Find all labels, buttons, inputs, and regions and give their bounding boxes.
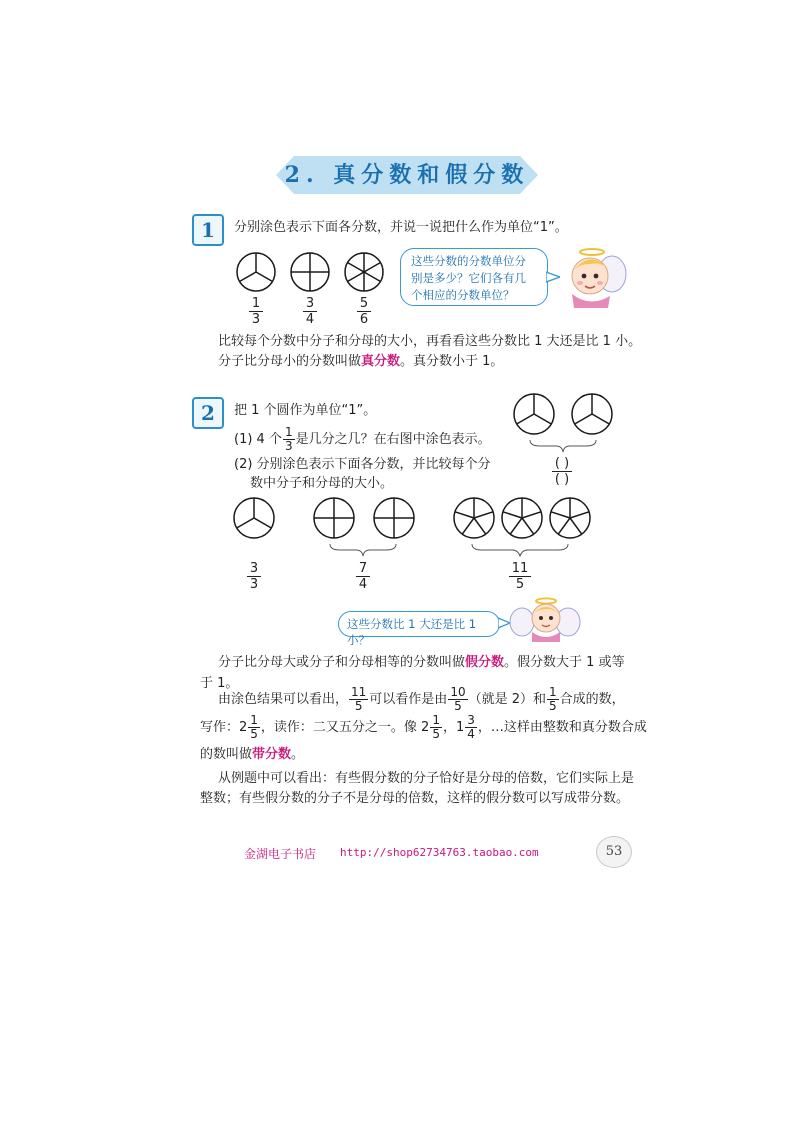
example-2-question-2-line-2: 数中分子和分母的大小。: [250, 476, 394, 491]
circle-sixths: [345, 253, 383, 291]
text-span: （就是 2）和: [468, 692, 546, 707]
example-2-right-circles: [506, 390, 618, 458]
numerator: 7: [356, 561, 370, 577]
text-span: 分子比分母小的分数叫做: [218, 354, 362, 369]
text-span: (1) 4 个: [234, 432, 282, 447]
denominator-blank: ( ): [554, 472, 570, 487]
numerator: 3: [247, 561, 261, 577]
numerator: 10: [450, 685, 466, 699]
circle-thirds: [514, 394, 554, 434]
example-1-number: 1: [192, 214, 224, 246]
term-mixed-number: 带分数: [252, 747, 292, 762]
summary-line-4: [200, 714, 647, 742]
denominator: 4: [467, 727, 475, 741]
fraction-10-5-inline: [448, 686, 467, 713]
text-span: ，读作：二又五分之一。像 2: [260, 720, 430, 735]
denominator: 5: [432, 727, 440, 741]
fraction-1-5-inline: [547, 686, 559, 713]
example-2-instruction: 把 1 个圆作为单位“1”。: [234, 403, 377, 418]
numerator: 3: [303, 296, 317, 312]
example-2-question-1: [234, 426, 491, 453]
term-improper-fraction: 假分数: [465, 655, 505, 670]
speech-bubble-2: 这些分数比 1 大还是比 1 小？: [338, 611, 500, 637]
example-2-number: 2: [192, 397, 224, 429]
numerator: 1: [249, 296, 263, 312]
fraction-11-5: [505, 561, 535, 592]
term-proper-fraction: 真分数: [361, 354, 401, 369]
fraction-11-5-inline: [349, 686, 368, 713]
text-span: 分子比分母大或分子和分母相等的分数叫做: [218, 655, 466, 670]
circle-quarters: [314, 498, 354, 538]
circle-quarters: [291, 253, 329, 291]
page-title: 2. 真分数和假分数: [284, 162, 530, 188]
text-span: 。真分数小于 1。: [400, 354, 504, 369]
bubble-line: 个相应的分数单位？: [411, 288, 515, 302]
fraction-1-3: [241, 296, 271, 327]
denominator: 3: [251, 312, 261, 327]
summary-line-5: [200, 746, 304, 764]
circle-thirds: [237, 253, 275, 291]
circle-thirds: [234, 498, 274, 538]
example-1-instruction: 分别涂色表示下面各分数，并说一说把什么作为单位“1”。: [234, 220, 568, 235]
summary-line-7: 整数；有些假分数的分子不是分母的倍数，这样的假分数可以写成带分数。: [200, 791, 630, 806]
text-span: 合成的数，: [559, 692, 625, 707]
example-1-circles: [232, 248, 392, 296]
denominator: 5: [250, 727, 258, 741]
text-span: 由涂色结果可以看出，: [218, 692, 349, 707]
numerator: 1: [284, 425, 293, 439]
footer-shop-name: 金湖电子书店: [244, 847, 317, 861]
circle-fifths: [550, 498, 590, 538]
footer-url-link[interactable]: http://shop62734763.taobao.com: [340, 846, 539, 859]
text-span: 是几分之几？在右图中涂色表示。: [295, 432, 491, 447]
numerator: 1: [432, 713, 440, 727]
speech-bubble-1: [400, 248, 548, 306]
summary-line-6: 从例题中可以看出：有些假分数的分子恰好是分母的倍数，它们实际上是: [218, 771, 635, 786]
text-span: 。假分数大于 1 或等: [504, 655, 625, 670]
example-2-question-2-line-1: (2) 分别涂色表示下面各分数，并比较每个分: [234, 457, 491, 472]
fraction-7-4: [348, 561, 378, 592]
text-span: 的数叫做: [200, 747, 253, 762]
fraction-3-4: [295, 296, 325, 327]
summary-line-2: 于 1。: [200, 676, 239, 691]
numerator: 11: [509, 561, 532, 577]
fraction-1-5-inline: [248, 714, 260, 741]
fraction-3-3: [239, 561, 269, 592]
circle-fifths: [502, 498, 542, 538]
fraction-3-4-inline: [465, 714, 477, 741]
bubble-line: 别是多少？它们各有几: [411, 271, 526, 285]
text-span: 写作：2: [200, 720, 248, 735]
circle-quarters: [374, 498, 414, 538]
angel-character-icon: [508, 596, 584, 644]
denominator: 3: [249, 577, 259, 592]
denominator: 5: [549, 699, 557, 713]
numerator: 1: [250, 713, 258, 727]
numerator: 3: [467, 713, 475, 727]
fraction-5-6: [349, 296, 379, 327]
page-number: 53: [596, 836, 632, 868]
text-span: 可以看作是由: [369, 692, 448, 707]
denominator: 5: [454, 699, 462, 713]
numerator: 5: [357, 296, 371, 312]
denominator: 3: [284, 439, 293, 453]
text-span: 。: [291, 747, 305, 762]
example-1-para-line-2: [218, 353, 503, 371]
text-span: ，…这样由整数和真分数合成: [477, 720, 647, 735]
bubble-line: 这些分数的分数单位分: [411, 254, 526, 268]
fraction-1-3-inline: [283, 426, 295, 453]
denominator: 4: [358, 577, 368, 592]
denominator: 4: [305, 312, 315, 327]
denominator: 5: [354, 699, 363, 713]
circle-thirds: [572, 394, 612, 434]
circle-fifths: [454, 498, 494, 538]
denominator: 6: [359, 312, 369, 327]
summary-line-3: [218, 686, 625, 714]
angel-character-icon: [556, 246, 628, 312]
numerator-blank: ( ): [552, 456, 572, 472]
numerator: 1: [549, 685, 557, 699]
example-2-circles-row: [228, 494, 596, 558]
text-span: ，1: [442, 720, 465, 735]
summary-line-1: [218, 654, 625, 672]
fraction-1-5-inline: [430, 714, 442, 741]
example-1-para-line-1: 比较每个分数中分子和分母的大小，再看看这些分数比 1 大还是比 1 小。: [218, 334, 642, 349]
denominator: 5: [515, 577, 525, 592]
blank-fraction: [544, 456, 580, 487]
numerator: 11: [351, 685, 367, 699]
